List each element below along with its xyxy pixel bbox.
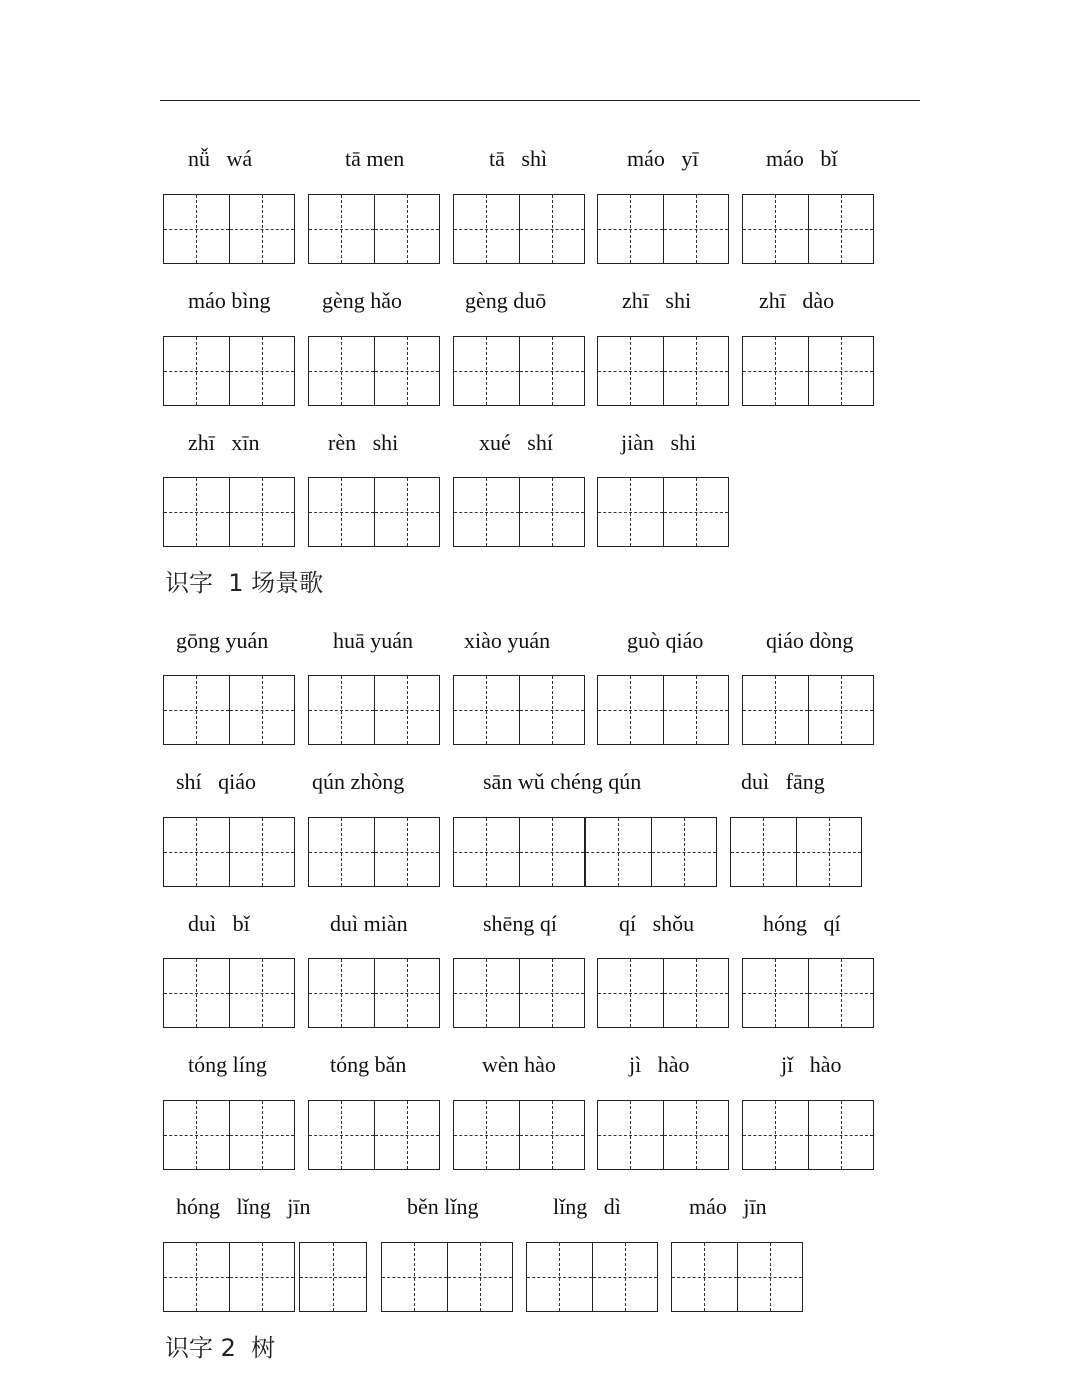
writing-cell[interactable]: [743, 1101, 808, 1169]
writing-grid[interactable]: [453, 477, 585, 547]
section-title: 识字 1 场景歌: [165, 569, 324, 597]
writing-grid[interactable]: [453, 194, 585, 264]
writing-cell[interactable]: [808, 1101, 874, 1169]
writing-cell[interactable]: [382, 1243, 447, 1311]
pinyin-label: běn lǐng: [407, 1194, 479, 1219]
writing-cell[interactable]: [309, 818, 374, 886]
writing-cell[interactable]: [808, 959, 874, 1027]
pinyin-label: qiáo dòng: [766, 628, 854, 653]
writing-cell[interactable]: [519, 959, 585, 1027]
pinyin-label: qí shǒu: [619, 911, 695, 936]
top-rule: [160, 100, 920, 101]
writing-cell[interactable]: [598, 959, 663, 1027]
writing-cell[interactable]: [672, 1243, 737, 1311]
writing-cell[interactable]: [519, 676, 585, 744]
writing-cell[interactable]: [164, 676, 229, 744]
writing-cell[interactable]: [374, 478, 440, 546]
pinyin-label: duì fāng: [741, 769, 825, 794]
writing-grid[interactable]: [163, 477, 295, 547]
writing-grid[interactable]: [597, 336, 729, 406]
writing-grid[interactable]: [730, 817, 862, 887]
pinyin-label: wèn hào: [482, 1052, 556, 1077]
writing-cell[interactable]: [374, 959, 440, 1027]
pinyin-label: tā men: [345, 146, 405, 171]
writing-grid[interactable]: [597, 194, 729, 264]
writing-cell[interactable]: [454, 195, 519, 263]
pinyin-label: nǚ wá: [188, 146, 253, 171]
pinyin-label: guò qiáo: [627, 628, 704, 653]
writing-grid[interactable]: [453, 675, 585, 745]
pinyin-label: máo yī: [627, 146, 699, 171]
writing-grid[interactable]: [308, 336, 440, 406]
writing-cell[interactable]: [743, 337, 808, 405]
pinyin-label: jǐ hào: [781, 1052, 842, 1077]
writing-cell[interactable]: [374, 1101, 440, 1169]
writing-grid[interactable]: [742, 336, 874, 406]
writing-cell[interactable]: [743, 676, 808, 744]
writing-grid[interactable]: [308, 477, 440, 547]
pinyin-label: duì bǐ: [188, 911, 250, 936]
writing-cell[interactable]: [229, 478, 295, 546]
writing-grid[interactable]: [597, 477, 729, 547]
pinyin-label: máo bìng: [188, 288, 271, 313]
pinyin-label: máo jīn: [689, 1194, 767, 1219]
writing-cell[interactable]: [598, 195, 663, 263]
pinyin-label: xiào yuán: [464, 628, 551, 653]
writing-grid[interactable]: [381, 1242, 513, 1312]
writing-cell[interactable]: [796, 818, 862, 886]
writing-cell[interactable]: [454, 818, 519, 886]
writing-cell[interactable]: [454, 337, 519, 405]
writing-cell[interactable]: [598, 676, 663, 744]
pinyin-label: zhī shi: [622, 288, 692, 313]
writing-cell[interactable]: [229, 676, 295, 744]
writing-cell[interactable]: [309, 337, 374, 405]
writing-grid[interactable]: [742, 675, 874, 745]
pinyin-label: jì hào: [629, 1052, 690, 1077]
writing-grid[interactable]: [308, 958, 440, 1028]
writing-cell[interactable]: [164, 195, 229, 263]
writing-cell[interactable]: [229, 1101, 295, 1169]
writing-cell[interactable]: [454, 478, 519, 546]
writing-cell[interactable]: [743, 959, 808, 1027]
writing-grid-single[interactable]: [299, 1242, 367, 1312]
writing-grid[interactable]: [453, 958, 585, 1028]
writing-grid[interactable]: [308, 817, 440, 887]
writing-cell[interactable]: [651, 818, 717, 886]
writing-cell[interactable]: [309, 959, 374, 1027]
writing-cell[interactable]: [663, 478, 729, 546]
writing-cell[interactable]: [229, 195, 295, 263]
writing-cell[interactable]: [743, 195, 808, 263]
pinyin-label: tóng bǎn: [330, 1052, 407, 1077]
writing-cell[interactable]: [663, 337, 729, 405]
writing-cell[interactable]: [663, 676, 729, 744]
pinyin-label: shí qiáo: [176, 769, 257, 794]
writing-cell[interactable]: [447, 1243, 513, 1311]
writing-grid[interactable]: [526, 1242, 658, 1312]
writing-cell[interactable]: [598, 1101, 663, 1169]
writing-grid[interactable]: [163, 958, 295, 1028]
section-title: 识字 2 树: [165, 1334, 276, 1362]
pinyin-label: lǐng dì: [553, 1194, 621, 1219]
writing-grid[interactable]: [163, 675, 295, 745]
writing-grid[interactable]: [597, 675, 729, 745]
writing-grid[interactable]: [163, 1242, 295, 1312]
writing-cell[interactable]: [737, 1243, 803, 1311]
writing-cell[interactable]: [164, 1101, 229, 1169]
writing-cell[interactable]: [164, 818, 229, 886]
writing-grid[interactable]: [742, 958, 874, 1028]
writing-grid[interactable]: [308, 675, 440, 745]
pinyin-label: zhī dào: [759, 288, 835, 313]
writing-cell[interactable]: [309, 676, 374, 744]
writing-cell[interactable]: [229, 1243, 295, 1311]
writing-cell[interactable]: [808, 676, 874, 744]
pinyin-label: rèn shi: [328, 430, 399, 455]
writing-grid[interactable]: [163, 336, 295, 406]
pinyin-label: máo bǐ: [766, 146, 838, 171]
writing-cell[interactable]: [374, 337, 440, 405]
writing-cell[interactable]: [598, 337, 663, 405]
pinyin-label: xué shí: [479, 430, 553, 455]
writing-cell[interactable]: [164, 959, 229, 1027]
writing-cell[interactable]: [519, 478, 585, 546]
pinyin-label: hóng qí: [763, 911, 841, 936]
writing-cell[interactable]: [164, 478, 229, 546]
writing-cell[interactable]: [584, 818, 651, 886]
pinyin-label: jiàn shi: [621, 430, 697, 455]
writing-cell[interactable]: [519, 818, 585, 886]
writing-grid[interactable]: [742, 1100, 874, 1170]
writing-cell[interactable]: [164, 1243, 229, 1311]
writing-grid[interactable]: [163, 194, 295, 264]
pinyin-label: tóng líng: [188, 1052, 267, 1077]
writing-cell[interactable]: [309, 195, 374, 263]
writing-cell[interactable]: [663, 1101, 729, 1169]
writing-cell[interactable]: [598, 478, 663, 546]
writing-grid[interactable]: [597, 1100, 729, 1170]
writing-cell[interactable]: [519, 1101, 585, 1169]
writing-grid[interactable]: [453, 336, 585, 406]
pinyin-label: shēng qí: [483, 911, 557, 936]
pinyin-label: hóng lǐng jīn: [176, 1194, 311, 1219]
writing-cell[interactable]: [519, 195, 585, 263]
writing-cell[interactable]: [374, 195, 440, 263]
pinyin-label: sān wǔ chéng qún: [483, 769, 642, 794]
writing-grid[interactable]: [453, 1100, 585, 1170]
writing-cell[interactable]: [229, 959, 295, 1027]
writing-grid[interactable]: [742, 194, 874, 264]
pinyin-label: gèng hǎo: [322, 288, 403, 313]
writing-grid[interactable]: [308, 1100, 440, 1170]
pinyin-label: gèng duō: [465, 288, 547, 313]
writing-cell[interactable]: [164, 337, 229, 405]
writing-cell[interactable]: [663, 195, 729, 263]
writing-cell[interactable]: [519, 337, 585, 405]
writing-cell[interactable]: [229, 818, 295, 886]
writing-cell[interactable]: [300, 1243, 366, 1311]
writing-cell[interactable]: [454, 1101, 519, 1169]
pinyin-label: huā yuán: [333, 628, 414, 653]
writing-cell[interactable]: [229, 337, 295, 405]
writing-grid[interactable]: [597, 958, 729, 1028]
pinyin-label: gōng yuán: [176, 628, 269, 653]
writing-grid[interactable]: [308, 194, 440, 264]
writing-cell[interactable]: [663, 959, 729, 1027]
writing-cell[interactable]: [309, 478, 374, 546]
writing-cell[interactable]: [808, 195, 874, 263]
writing-cell[interactable]: [592, 1243, 658, 1311]
writing-cell[interactable]: [374, 676, 440, 744]
writing-grid[interactable]: [163, 1100, 295, 1170]
writing-cell[interactable]: [454, 676, 519, 744]
writing-grid[interactable]: [671, 1242, 803, 1312]
writing-cell[interactable]: [527, 1243, 592, 1311]
pinyin-label: qún zhòng: [312, 769, 405, 794]
pinyin-label: tā shì: [489, 146, 548, 171]
writing-cell[interactable]: [374, 818, 440, 886]
writing-cell[interactable]: [454, 959, 519, 1027]
pinyin-label: duì miàn: [330, 911, 408, 936]
pinyin-label: zhī xīn: [188, 430, 260, 455]
writing-cell[interactable]: [731, 818, 796, 886]
writing-cell[interactable]: [808, 337, 874, 405]
writing-grid[interactable]: [163, 817, 295, 887]
writing-grid-four[interactable]: [453, 817, 717, 887]
writing-cell[interactable]: [309, 1101, 374, 1169]
